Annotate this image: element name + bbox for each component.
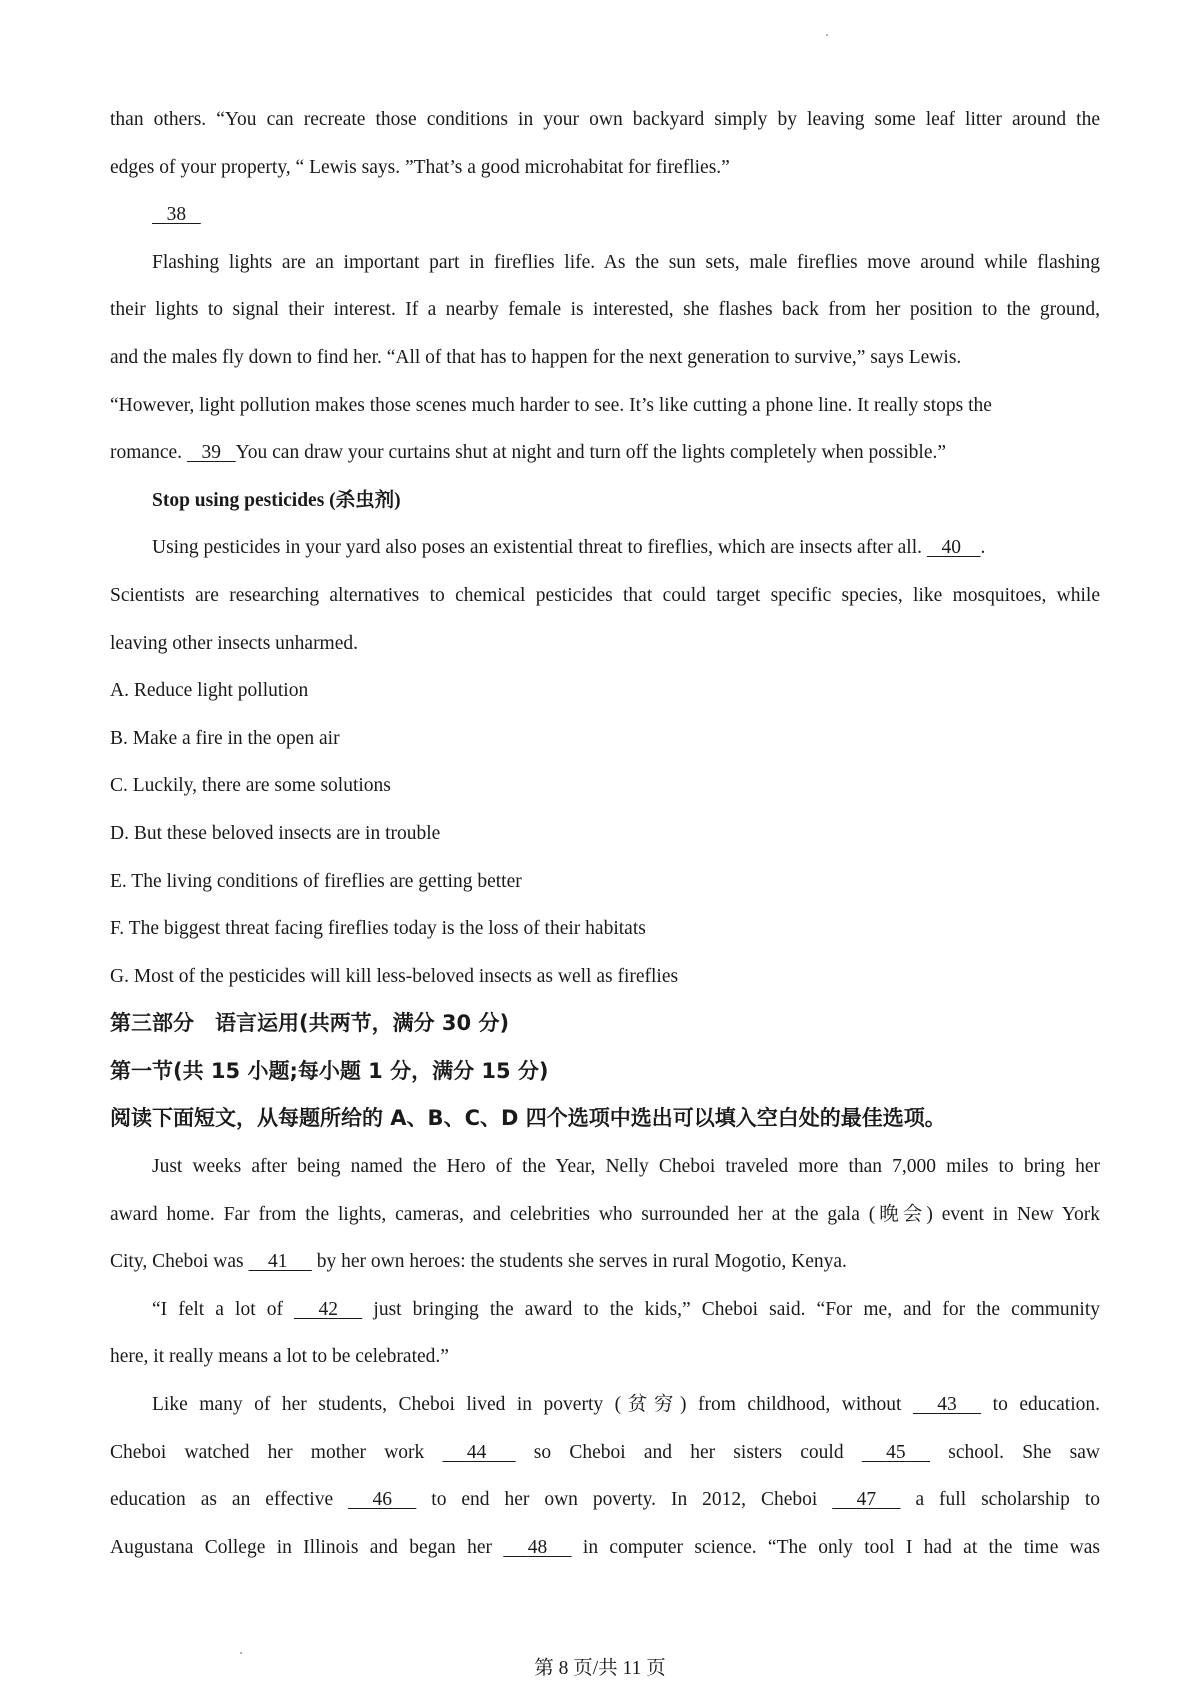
paragraph-line — [110, 1381, 1100, 1429]
text-run: to education. — [981, 1394, 1100, 1416]
option-a: A. Reduce light pollution — [110, 680, 309, 702]
text-run: Cheboi watched her mother work — [110, 1441, 443, 1463]
blank-44: 44 — [466, 1441, 487, 1463]
part-title: 第三部分 语言运用(共两节，满分 30 分) — [110, 1011, 510, 1036]
blank-46: 46 — [372, 1489, 392, 1511]
text-run: Augustana College in Illinois and began her — [110, 1536, 504, 1558]
text-run: award home. Far from the lights, cameras, and celebrities who surrounded her at the gala (晚会) event in New York — [110, 1203, 1100, 1225]
blank-39: 39 — [201, 442, 222, 464]
text-run: Using pesticides in your yard also poses an existential threat to fireflies, which are insects after all. — [152, 537, 927, 559]
blank-45: 45 — [886, 1441, 906, 1463]
paragraph-line — [110, 286, 1100, 334]
paragraph-line — [110, 572, 1100, 620]
text-run: school. She saw — [930, 1441, 1100, 1463]
paragraph-line — [110, 96, 1100, 144]
option-d: D. But these beloved insects are in trouble — [110, 822, 441, 844]
paragraph-line — [110, 334, 1100, 382]
paragraph-line — [110, 1333, 1100, 1381]
paragraph-line — [110, 1238, 1100, 1286]
page-number-footer: 第 8 页/共 11 页 — [534, 1658, 666, 1679]
paragraph-line — [110, 1476, 1100, 1524]
blank-41: 41 — [267, 1251, 288, 1273]
text-run: education as an effective — [110, 1489, 349, 1511]
text-run: Just weeks after being named the Hero of the Year, Nelly Cheboi traveled more than 7,000 miles to bring her — [152, 1156, 1100, 1178]
blank-48: 48 — [527, 1536, 548, 1558]
option-c: C. Luckily, there are some solutions — [110, 775, 391, 797]
paragraph-line — [110, 429, 1100, 477]
text-run: and the males fly down to find her. “All of that has to happen for the next generation to survive,” says Lewis. — [110, 346, 962, 368]
text-run: leaving other insects unharmed. — [110, 632, 359, 654]
blank-line — [110, 191, 1100, 239]
paragraph-line — [110, 1286, 1100, 1334]
blank-43: 43 — [937, 1394, 957, 1416]
option-f: F. The biggest threat facing fireflies today is the loss of their habitats — [110, 918, 646, 940]
paragraph-line — [110, 239, 1100, 287]
option-e: E. The living conditions of fireflies are getting better — [110, 870, 522, 892]
text-run: by her own heroes: the students she serves in rural Mogotio, Kenya. — [311, 1251, 847, 1273]
text-run: so Cheboi and her sisters could — [515, 1441, 862, 1463]
text-run: You can draw your curtains shut at night and turn off the lights completely when possible.” — [235, 442, 947, 464]
paragraph-line — [110, 620, 1100, 668]
blank-47: 47 — [856, 1489, 877, 1511]
text-run: “I felt a lot of — [152, 1298, 295, 1320]
paragraph-line — [110, 1191, 1100, 1239]
scan-dot — [826, 34, 828, 36]
text-run: Flashing lights are an important part in fireflies life. As the sun sets, male fireflies move around while flashing — [152, 251, 1100, 273]
text-run: . — [980, 537, 986, 559]
option-b: B. Make a fire in the open air — [110, 727, 340, 749]
subheading: Stop using pesticides (杀虫剂) — [152, 489, 401, 511]
text-run: Scientists are researching alternatives to chemical pesticides that could target specific species, like mosquitoes, while — [110, 584, 1100, 606]
blank-42: 42 — [318, 1298, 338, 1320]
text-run: than others. “You can recreate those conditions in your own backyard simply by leaving some leaf litter around the — [110, 109, 1100, 130]
text-run: a full scholarship to — [900, 1489, 1100, 1511]
section-title: 第一节(共 15 小题;每小题 1 分，满分 15 分) — [110, 1058, 549, 1083]
text-run: romance. — [110, 442, 187, 464]
text-run: Like many of her students, Cheboi lived in poverty (贫穷) from childhood, without — [152, 1394, 913, 1416]
text-run: in computer science. “The only tool I had at the time was — [571, 1536, 1101, 1558]
option-g: G. Most of the pesticides will kill less-beloved insects as well as fireflies — [110, 965, 679, 987]
paragraph-line — [110, 1143, 1100, 1191]
text-run: edges of your property, “ Lewis says. ”That’s a good microhabitat for fireflies.” — [110, 156, 730, 178]
document-page — [110, 96, 1100, 1571]
text-run: City, Cheboi was — [110, 1251, 249, 1273]
text-run: to end her own poverty. In 2012, Cheboi — [416, 1489, 833, 1511]
paragraph-line — [110, 1524, 1100, 1572]
paragraph-line — [110, 382, 1100, 430]
text-run: “However, light pollution makes those scenes much harder to see. It’s like cutting a phone line. It really stops the — [110, 394, 992, 416]
paragraph-line — [110, 524, 1100, 572]
blank-40: 40 — [941, 537, 962, 559]
instruction: 阅读下面短文，从每题所给的 A、B、C、D 四个选项中选出可以填入空白处的最佳选项。 — [110, 1106, 946, 1131]
blank-38: 38 — [166, 204, 187, 226]
paragraph-line — [110, 1429, 1100, 1477]
text-run: just bringing the award to the kids,” Cheboi said. “For me, and for the community — [362, 1298, 1100, 1320]
paragraph-line — [110, 144, 1100, 192]
text-run: here, it really means a lot to be celebrated.” — [110, 1346, 449, 1368]
text-run: their lights to signal their interest. If a nearby female is interested, she flashes back from her position to the ground, — [110, 299, 1100, 321]
